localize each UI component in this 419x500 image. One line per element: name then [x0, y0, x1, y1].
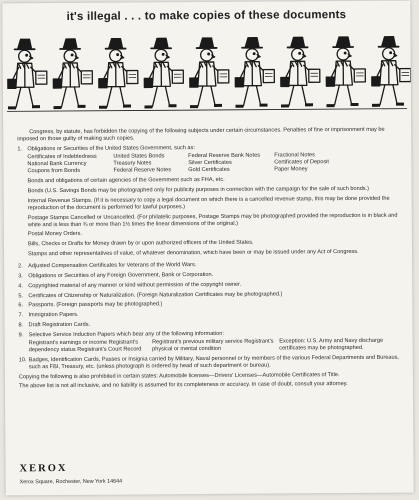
xerox-logo: XEROX	[19, 462, 68, 475]
list-item-5: 5. Certificates of Citizenship or Naturalization. (Foreign Naturalization Certificates may be photographed.)	[18, 291, 283, 299]
list-item-3: 3. Obligations or Securities of any Foreign Government, Bank or Corporation.	[18, 271, 214, 280]
company-address: Xerox Square, Rochester, New York 14644	[19, 478, 123, 486]
copying-figures-illustration	[2, 25, 411, 124]
disclaimer-paragraph: The above list is not all inclusive, and no liability is assumed for its completeness or accuracy. In case of doubt, consult your attorney.	[18, 381, 348, 390]
headline: it's illegal . . . to make copies of these documents	[66, 9, 347, 23]
closing-states-paragraph: Copying the following is also prohibited in certain states: Automobile licenses—Drivers' Licenses—Automobile Certificates of Title.	[18, 371, 340, 380]
securities-grid: Certificates of Indebtedness National Bank Currency Coupons from Bonds United States Bonds Treasury Notes Federal Reserve Notes Federal Reserve Bank Notes Silver Certificates Gold Certificates Fractional Notes Certificates of Deposit Paper Money	[27, 152, 329, 175]
cartoon-figure	[235, 38, 274, 108]
notice-sheet	[2, 1, 413, 496]
cartoon-figure	[53, 39, 92, 109]
ground-line	[7, 109, 407, 112]
intro-paragraph: Congress, by statute, has forbidden the copying of the following subjects under certain circumstances. Penalties of fine or imprisonment may be imposed on those guilty of making such copies.	[17, 126, 385, 143]
list-item-4: 4. Copyrighted material of any manner or kind without permission of the copyright owner.	[18, 281, 242, 290]
cartoon-figure	[326, 37, 365, 107]
cartoon-figure	[281, 37, 320, 107]
list-item-1: 1. Obligations or Securities of the United States Government, such as: Certificates of Indebtedness National Bank Currency Coupons from Bonds United States Bonds Treasury Notes Federal Reserve Notes Federal Reserve Bank Notes Silver Certificates Gold Certificates Fractional Notes Certificates of Deposit Paper Money Bonds and obligations of certain agencies of the Government such as FHA, etc. Bonds (U.S. Savings Bonds may be photographed only for publicity purposes in connection with the campaign for the sale of such bonds.) Internal Revenue Stamps. (If it is necessary to copy a legal document on which there is a cancelled revenue stamp, this may be done provided the reproduction of the document is performed for lawful purposes.) Postage Stamps Cancelled or Uncancelled. (For philatelic purposes, Postage Stamps may be photographed provided the reproduction is in black and white and is less than ¾ or more than 1½ times the linear dimensions of the original.) Postal Money Orders. Bills, Checks or Drafts for Money drawn by or upon authorized officers of the United States. Stamps and other representatives of value, of whatever denomination, which have been or may be issued under any Act of Congress.	[17, 144, 402, 261]
list-item-9: 9. Selective Service Induction Papers which bear any of the following information:	[18, 330, 224, 338]
induction-papers-grid: Registrant's earnings or income Registrant's dependency status Registrant's Court Record Registrant's previous military service Registrant's physical or mental condition Exception: U.S. Army and Navy discharge certificates may be photographed.	[28, 337, 384, 354]
cartoon-figure	[8, 39, 47, 109]
list-item-10: 10. Badges, Identification Cards, Passes or Insignia carried by Military, Naval personnel or by members of the various Federal Departments and Bureaus, such as FBI, Treasury, etc. (unless photograph is ordered by head of such department or bureau).	[18, 354, 399, 371]
cartoon-figure	[190, 38, 229, 108]
list-item-7: 7. Immigration Papers.	[18, 311, 79, 319]
list-item-8: 8. Draft Registration Cards.	[18, 321, 91, 329]
cartoon-figure	[99, 38, 138, 108]
cartoon-figure	[144, 38, 183, 108]
list-item-6: 6. Passports. (Foreign passports may be photographed.)	[18, 301, 163, 309]
notice-body	[17, 127, 403, 394]
cartoon-figure	[372, 37, 411, 107]
list-item-2: 2. Adjusted Compensation Certificates for Veterans of the World Wars.	[18, 262, 197, 270]
